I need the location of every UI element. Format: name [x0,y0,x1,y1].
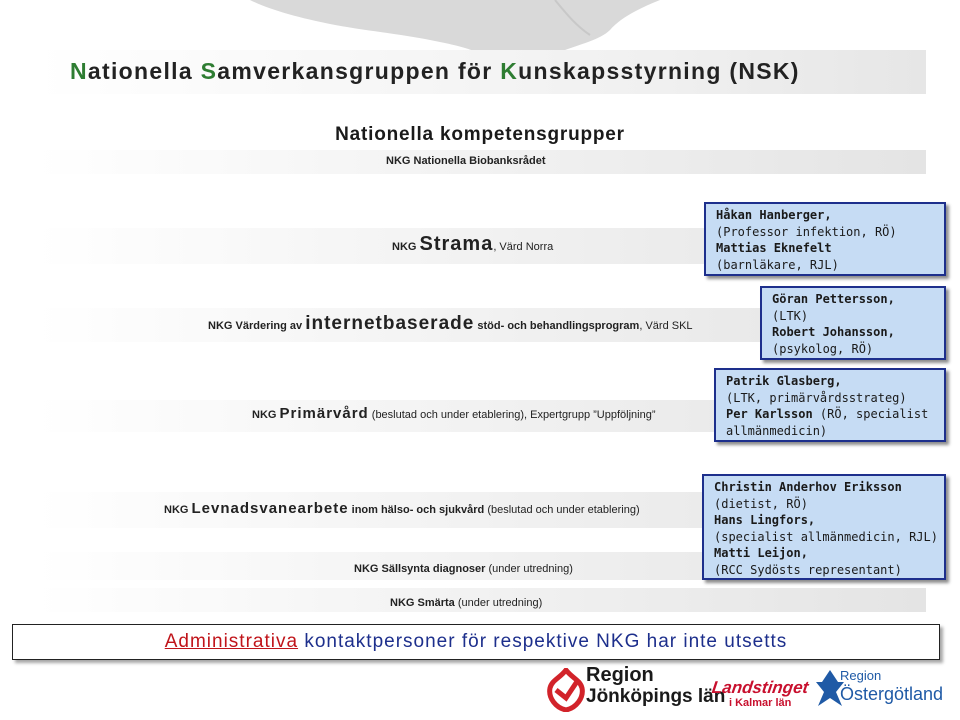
internet-suffix2: , Värd SKL [639,320,693,332]
admin-notice [12,624,940,660]
primarvard-prefix: NKG [252,409,280,421]
levnads-prefix: NKG [164,504,192,516]
row-biobank-label: NKG Nationella Biobanksrådet [386,155,546,167]
sallsynta-suffix: (under utredning) [485,563,573,575]
kalmar-logo-text [712,678,808,709]
primarvard-main: Primärvård [279,405,369,422]
contact-box-strama [704,202,946,276]
primarvard-suffix: (beslutad och under etablering), Expertgrupp ”Uppföljning” [368,409,656,421]
box-role: (RÖ, specialist [812,407,929,421]
smarta-main: NKG Smärta [390,597,455,609]
levnads-suffix1: inom hälso- och sjukvård [348,504,485,516]
box-line: (RCC Sydösts representant) [714,562,902,577]
row-internet-label [208,313,693,335]
kalmar-line1: Landstinget [710,678,810,697]
title-part-3: amverkansgruppen för [217,58,501,84]
box-line: Robert Johansson, [772,325,895,339]
row-levnads-label [164,500,640,518]
internet-prefix: NKG Värdering av [208,320,306,332]
page-title [70,58,800,85]
box-line: Christin Anderhov Eriksson [714,480,902,494]
box-line: (Professor infektion, RÖ) [716,224,897,239]
box-line: Mattias Eknefelt [716,241,832,255]
admin-underlined: Administrativa [164,631,299,652]
title-n: N [70,58,88,84]
row-primarvard-label [252,405,656,423]
admin-rest: kontaktpersoner för respektive NKG har inte utsetts [298,631,788,652]
row-sallsynta-label [354,559,573,577]
box-line: (LTK) [772,308,809,323]
contact-box-levnads [702,474,946,580]
ostergotland-line2: Östergötland [840,684,944,704]
box-line: (barnläkare, RJL) [716,257,839,272]
strama-suffix: , Värd Norra [493,241,554,253]
internet-main: internetbaserade [305,313,475,334]
box-line: Patrik Glasberg, [726,374,842,388]
levnads-main: Levnadsvanearbete [191,500,349,517]
strama-prefix: NKG [392,241,420,253]
box-line: Håkan Hanberger, [716,208,832,222]
row-strama-label [392,233,553,256]
box-line: allmänmedicin) [726,423,828,438]
box-line: (psykolog, RÖ) [772,341,874,356]
box-line: (specialist allmänmedicin, RJL) [714,529,938,544]
contact-box-internet [760,286,946,360]
strama-main: Strama [419,233,494,255]
jonkoping-line1: Region [586,664,654,686]
section-subtitle: Nationella kompetensgrupper [335,124,625,145]
ostergotland-logo-text [840,668,943,705]
row-smarta-label [390,593,542,611]
box-line: Hans Lingfors, [714,513,816,527]
levnads-suffix2: (beslutad och under etablering) [484,504,640,516]
region-jonkoping-logo-icon [546,668,586,712]
internet-suffix1: stöd- och behandlingsprogram [474,320,640,332]
jonkoping-line2: Jönköpings län [586,686,726,707]
kalmar-line2: i Kalmar län [728,697,792,709]
box-line: Matti Leijon, [714,546,808,560]
box-line [726,406,934,423]
smarta-suffix: (under utredning) [454,597,543,609]
title-k: K [500,58,519,84]
sallsynta-main: NKG Sällsynta diagnoser [354,563,486,575]
contact-box-primarvard [714,368,946,442]
box-line: Göran Pettersson, [772,292,895,306]
box-name: Per Karlsson [726,407,813,421]
box-line: (dietist, RÖ) [714,496,808,511]
jonkoping-logo-text [586,664,725,708]
ostergotland-line1: Region [840,668,882,683]
title-part-5: unskapsstyrning (NSK) [518,58,800,84]
box-line: (LTK, primärvårdsstrateg) [726,390,907,405]
title-s: S [200,58,218,84]
title-part-1: ationella [87,58,201,84]
